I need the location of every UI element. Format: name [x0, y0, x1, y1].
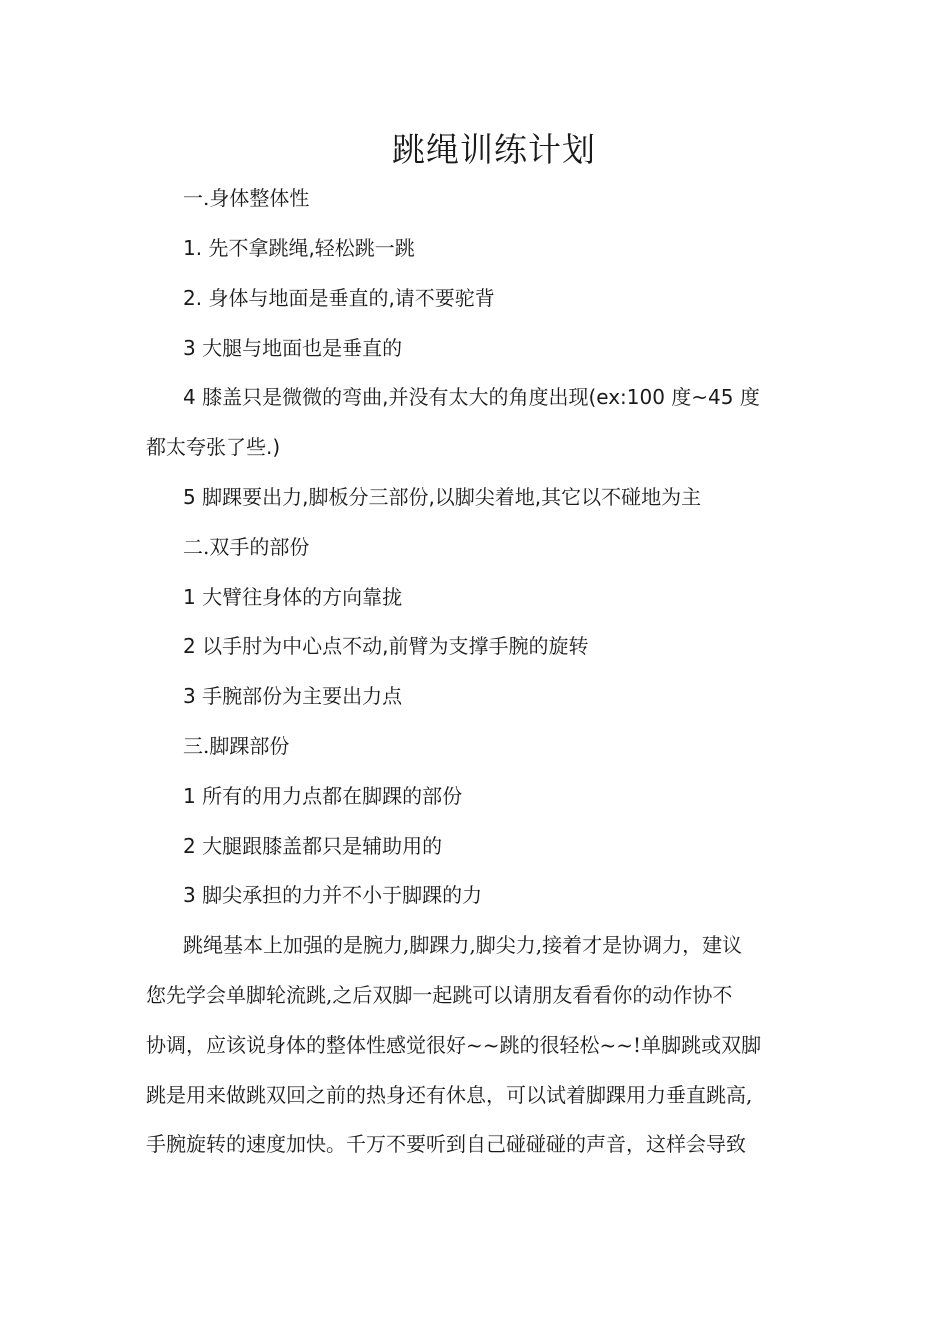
paragraph-line: 手腕旋转的速度加快。千万不要听到自己碰碰碰的声音，这样会导致 — [146, 1132, 746, 1156]
paragraph-line: 3 大腿与地面也是垂直的 — [183, 336, 403, 360]
section-heading-2: 二.双手的部份 — [183, 535, 310, 559]
paragraph-line: 4 膝盖只是微微的弯曲,并没有太大的角度出现(ex:100 度~45 度 — [183, 385, 760, 409]
paragraph-line: 2. 身体与地面是垂直的,请不要驼背 — [183, 286, 495, 310]
paragraph-line: 2 大腿跟膝盖都只是辅助用的 — [183, 834, 443, 858]
paragraph-line: 跳绳基本上加强的是腕力,脚踝力,脚尖力,接着才是协调力，建议 — [183, 933, 743, 957]
section-heading-1: 一.身体整体性 — [183, 186, 310, 210]
paragraph-line: 1. 先不拿跳绳,轻松跳一跳 — [183, 236, 415, 260]
paragraph-line: 跳是用来做跳双回之前的热身还有休息，可以试着脚踝用力垂直跳高, — [146, 1083, 753, 1107]
paragraph-line: 3 手腕部份为主要出力点 — [183, 684, 403, 708]
paragraph-line: 协调，应该说身体的整体性感觉很好~~跳的很轻松~~!单脚跳或双脚 — [146, 1033, 762, 1057]
document-title: 跳绳训练计划 — [392, 130, 596, 169]
paragraph-line: 2 以手肘为中心点不动,前臂为支撑手腕的旋转 — [183, 634, 589, 658]
paragraph-line: 1 大臂往身体的方向靠拢 — [183, 585, 403, 609]
paragraph-line: 3 脚尖承担的力并不小于脚踝的力 — [183, 883, 483, 907]
section-heading-3: 三.脚踝部份 — [183, 734, 290, 758]
paragraph-line: 都太夸张了些.) — [146, 435, 281, 459]
paragraph-line: 1 所有的用力点都在脚踝的部份 — [183, 784, 463, 808]
paragraph-line: 您先学会单脚轮流跳,之后双脚一起跳可以请朋友看看你的动作协不 — [146, 983, 733, 1007]
paragraph-line: 5 脚踝要出力,脚板分三部份,以脚尖着地,其它以不碰地为主 — [183, 485, 702, 509]
